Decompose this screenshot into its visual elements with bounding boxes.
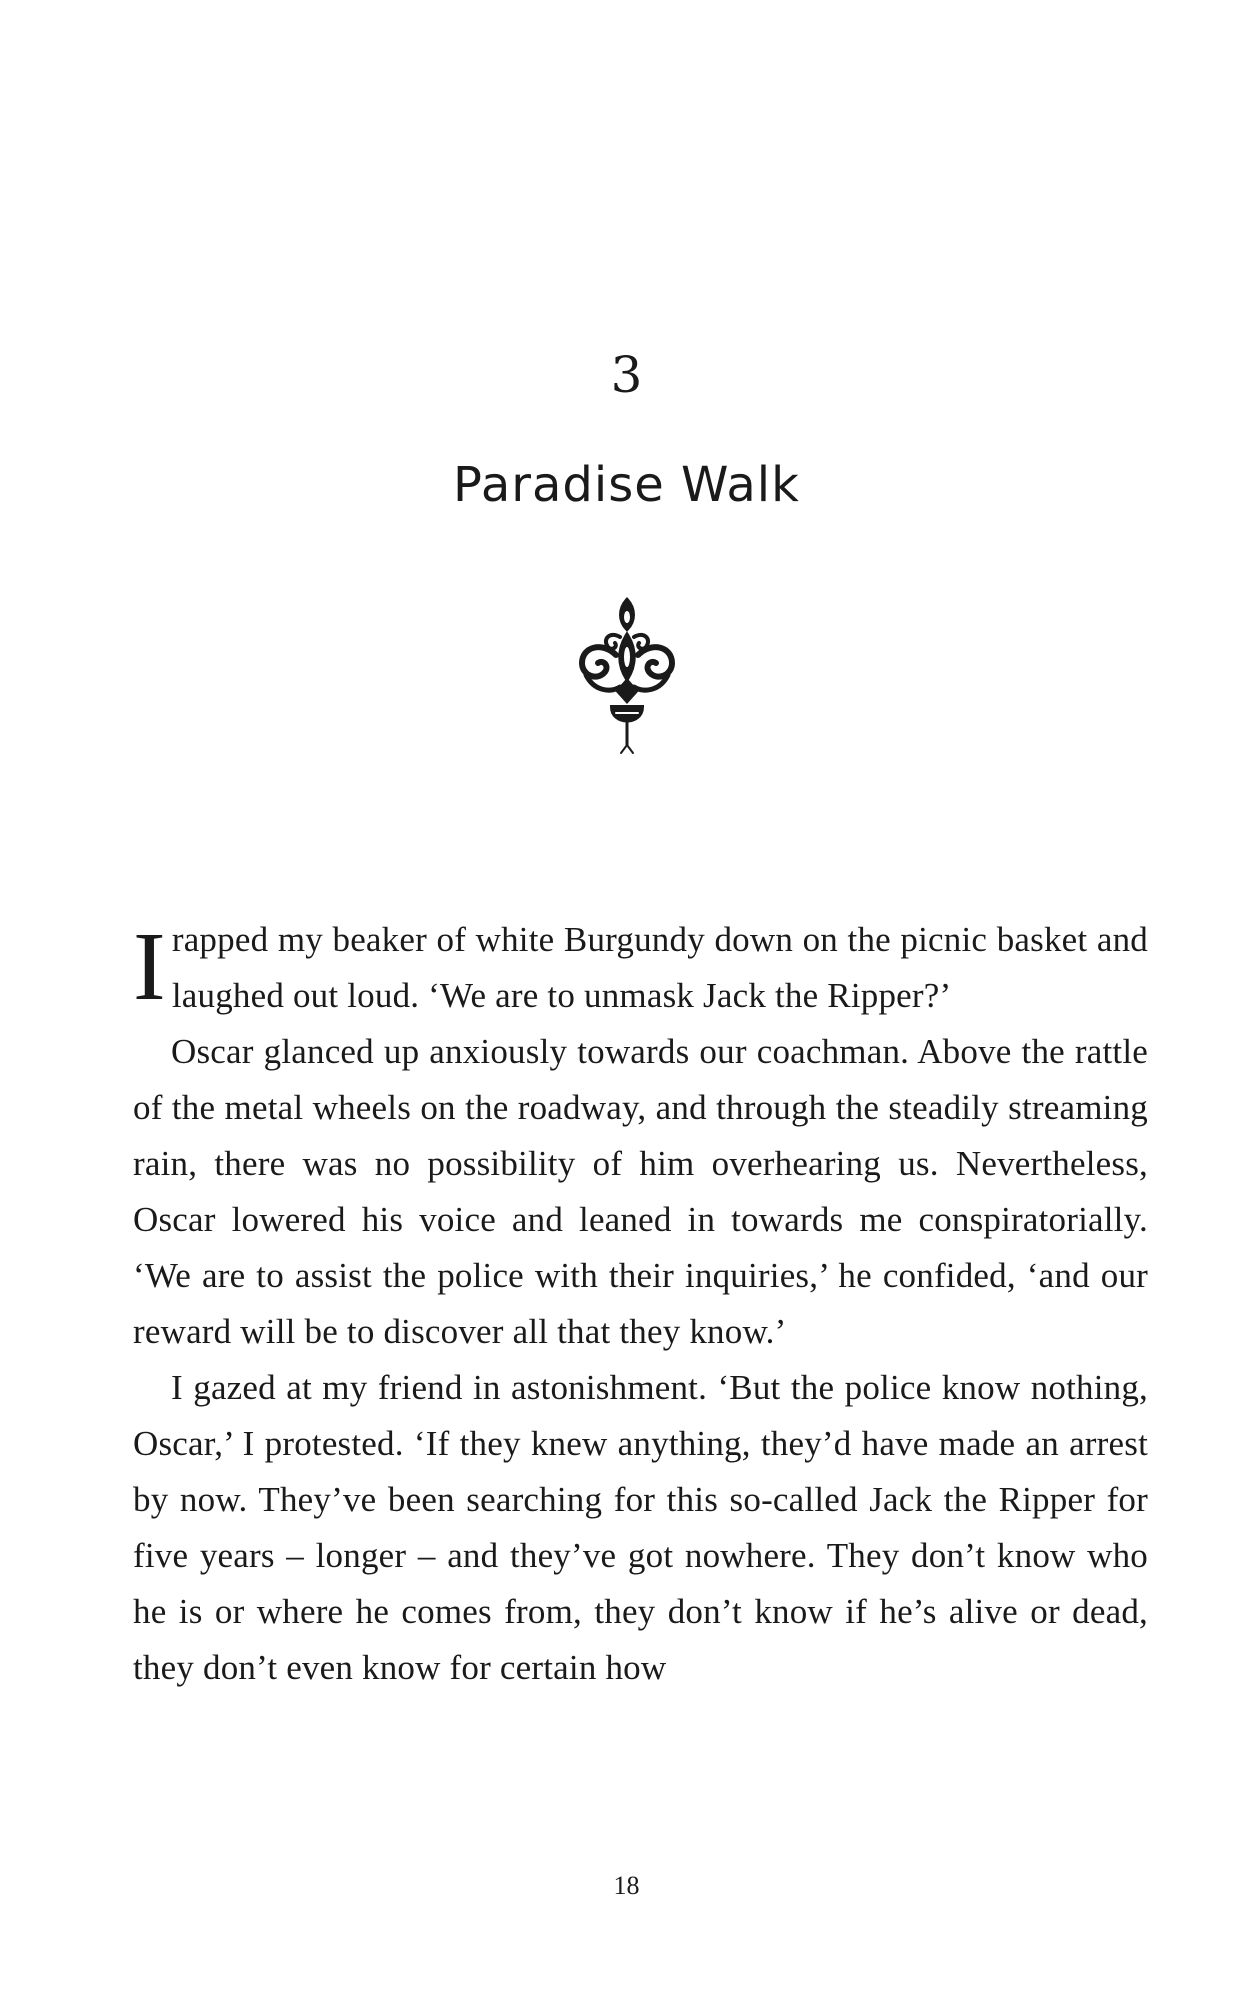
chapter-number: 3 — [610, 346, 643, 404]
paragraph-text: rapped my beaker of white Burgundy down on the picnic basket and laughed out loud. ‘We are to unmask Jack the Ripper?’ — [171, 920, 1148, 1015]
paragraph: I gazed at my friend in astonishment. ‘But the police know nothing, Oscar,’ I protested. ‘If they knew anything, they’d have made an arrest by now. They’ve been searching for this so-called Jack the Ripper for five years – longer – and they’ve got nowhere. They don’t know who he is or where he comes from, they don’t know if he’s alive or dead, they don’t even know for certain how — [133, 1368, 1148, 1687]
body-text — [133, 912, 1148, 1696]
page-number: 18 — [613, 1871, 640, 1900]
fleuron-ornament-icon — [576, 595, 678, 755]
paragraph — [133, 912, 1148, 1024]
chapter-title: Paradise Walk — [453, 457, 800, 513]
drop-cap: I — [133, 913, 166, 1021]
paragraph: Oscar glanced up anxiously towards our coachman. Above the rattle of the metal wheels on the roadway, and through the steadily streaming rain, there was no possibility of him overhearing us. Nevertheless, Oscar lowered his voice and leaned in towards me conspiratorially. ‘We are to assist the police with their inquiries,’ he confided, ‘and our reward will be to discover all that they know.’ — [133, 1032, 1148, 1351]
